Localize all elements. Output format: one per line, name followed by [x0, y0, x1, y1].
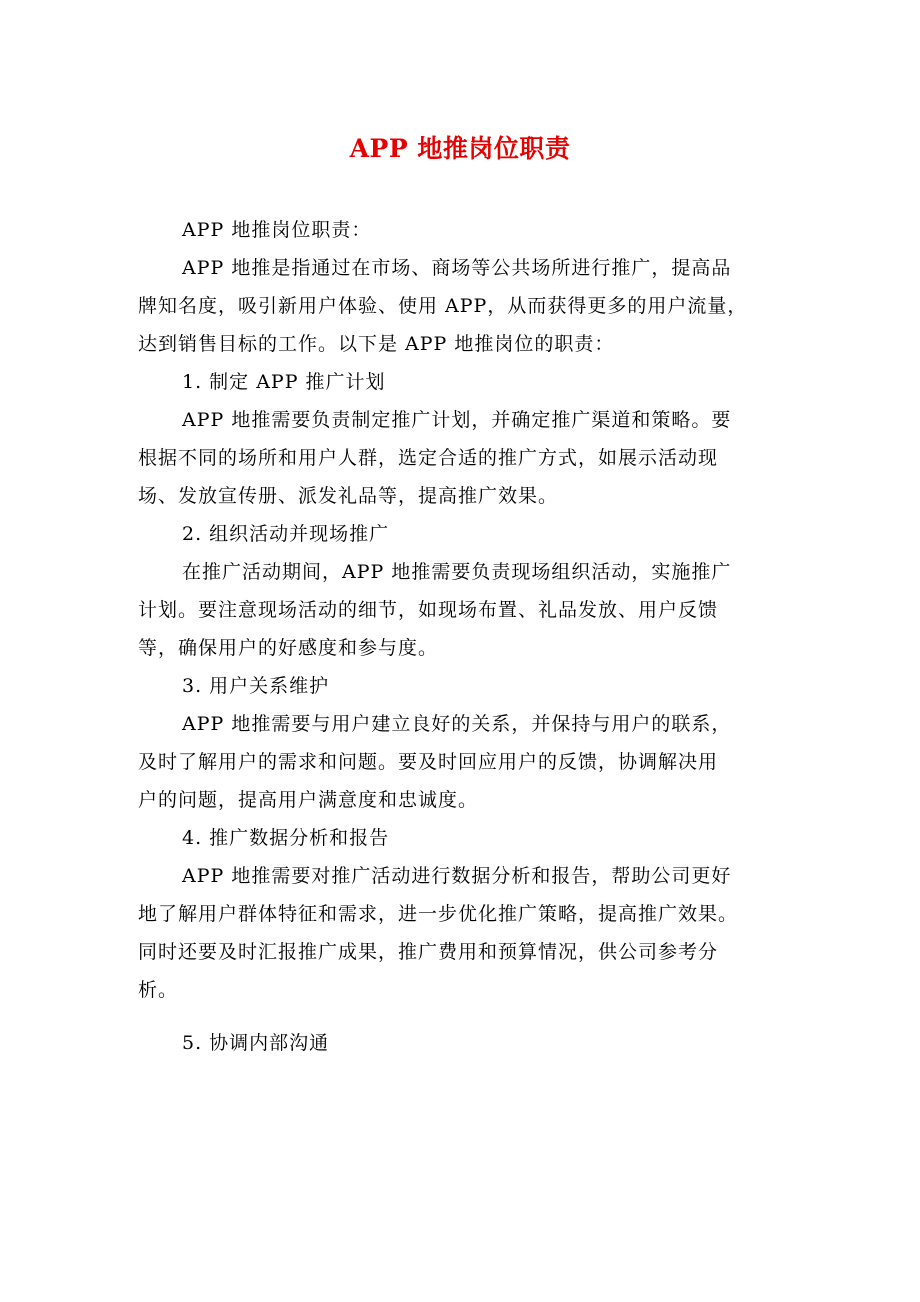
paragraph-line: APP 地推需要负责制定推广计划，并确定推广渠道和策略。要 [182, 409, 732, 431]
section-heading: 2. 组织活动并现场推广 [182, 523, 390, 545]
paragraph-line: 场、发放宣传册、派发礼品等，提高推广效果。 [138, 485, 559, 507]
paragraph-line: 等，确保用户的好感度和参与度。 [138, 637, 439, 659]
paragraph-line: 户的问题，提高用户满意度和忠诚度。 [138, 789, 479, 811]
paragraph-line: 析。 [138, 979, 179, 1001]
paragraph-line: 牌知名度，吸引新用户体验、使用 APP，从而获得更多的用户流量， [138, 295, 748, 317]
paragraph-line: 地了解用户群体特征和需求，进一步优化推广策略，提高推广效果。 [138, 903, 739, 925]
section-heading: 4. 推广数据分析和报告 [182, 827, 390, 849]
document-title: APP 地推岗位职责 [349, 134, 571, 163]
section-heading: 1. 制定 APP 推广计划 [182, 371, 386, 393]
paragraph-line: 计划。要注意现场活动的细节，如现场布置、礼品发放、用户反馈 [138, 599, 719, 621]
paragraph-line: APP 地推需要对推广活动进行数据分析和报告，帮助公司更好 [182, 865, 732, 887]
paragraph-line: APP 地推需要与用户建立良好的关系，并保持与用户的联系， [182, 713, 732, 735]
section-heading: 5. 协调内部沟通 [182, 1032, 330, 1054]
paragraph-line: 达到销售目标的工作。以下是 APP 地推岗位的职责： [138, 333, 615, 355]
paragraph-line: 及时了解用户的需求和问题。要及时回应用户的反馈，协调解决用 [138, 751, 719, 773]
paragraph-line: 在推广活动期间，APP 地推需要负责现场组织活动，实施推广 [182, 561, 732, 583]
paragraph-line: 根据不同的场所和用户人群，选定合适的推广方式，如展示活动现 [138, 447, 719, 469]
paragraph-line: APP 地推岗位职责： [182, 219, 372, 241]
paragraph-line: 同时还要及时汇报推广成果，推广费用和预算情况，供公司参考分 [138, 941, 719, 963]
section-heading: 3. 用户关系维护 [182, 675, 330, 697]
paragraph-line: APP 地推是指通过在市场、商场等公共场所进行推广，提高品 [182, 257, 732, 279]
document-body [138, 211, 810, 1062]
